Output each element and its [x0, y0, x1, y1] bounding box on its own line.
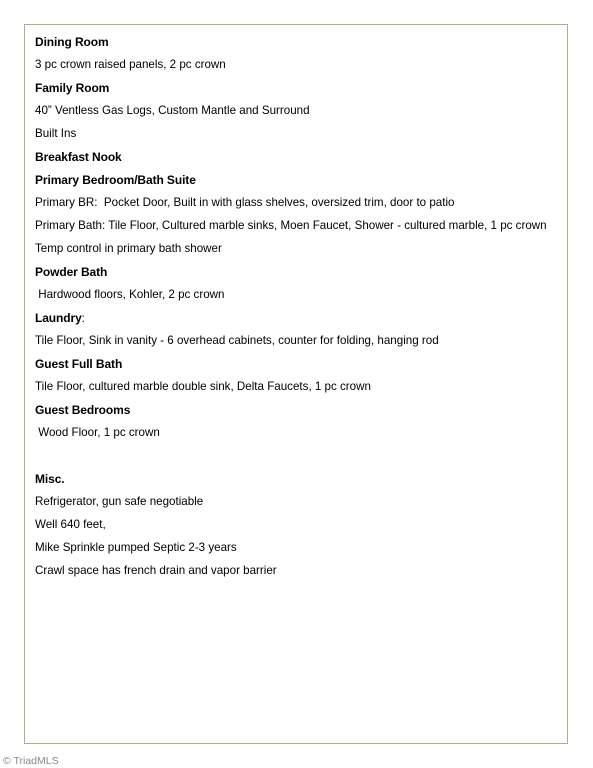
misc-detail-1: Refrigerator, gun safe negotiable: [35, 495, 204, 508]
laundry-heading-row: [35, 311, 85, 326]
powder-bath-detail: Hardwood floors, Kohler, 2 pc crown: [35, 288, 225, 301]
primary-suite-detail-2: Primary Bath: Tile Floor, Cultured marble sinks, Moen Faucet, Shower - cultured marble, 1 pc crown: [35, 219, 547, 232]
guest-bedrooms-detail: Wood Floor, 1 pc crown: [35, 426, 160, 439]
laundry-detail: Tile Floor, Sink in vanity - 6 overhead cabinets, counter for folding, hanging rod: [35, 334, 439, 347]
dining-room-detail: 3 pc crown raised panels, 2 pc crown: [35, 58, 226, 71]
primary-suite-detail-3: Temp control in primary bath shower: [35, 242, 222, 255]
triadmls-watermark: © TriadMLS: [3, 755, 59, 767]
section-heading-primary-suite: Primary Bedroom/Bath Suite: [35, 173, 196, 187]
section-heading-powder-bath: Powder Bath: [35, 265, 108, 279]
family-room-detail-1: 40” Ventless Gas Logs, Custom Mantle and Surround: [35, 104, 310, 117]
guest-full-bath-detail: Tile Floor, cultured marble double sink, Delta Faucets, 1 pc crown: [35, 380, 371, 393]
section-heading-family-room: Family Room: [35, 81, 110, 95]
section-heading-breakfast-nook: Breakfast Nook: [35, 150, 122, 164]
misc-detail-3: Mike Sprinkle pumped Septic 2-3 years: [35, 541, 237, 554]
section-heading-guest-bedrooms: Guest Bedrooms: [35, 403, 131, 417]
primary-suite-detail-1: Primary BR: Pocket Door, Built in with glass shelves, oversized trim, door to patio: [35, 196, 455, 209]
family-room-detail-2: Built Ins: [35, 127, 77, 140]
laundry-heading-colon: :: [81, 312, 85, 325]
section-heading-laundry: Laundry: [35, 311, 82, 325]
section-heading-guest-full-bath: Guest Full Bath: [35, 357, 123, 371]
section-heading-dining-room: Dining Room: [35, 35, 109, 49]
misc-detail-2: Well 640 feet,: [35, 518, 106, 531]
section-heading-misc: Misc.: [35, 472, 65, 486]
misc-detail-4: Crawl space has french drain and vapor barrier: [35, 564, 277, 577]
